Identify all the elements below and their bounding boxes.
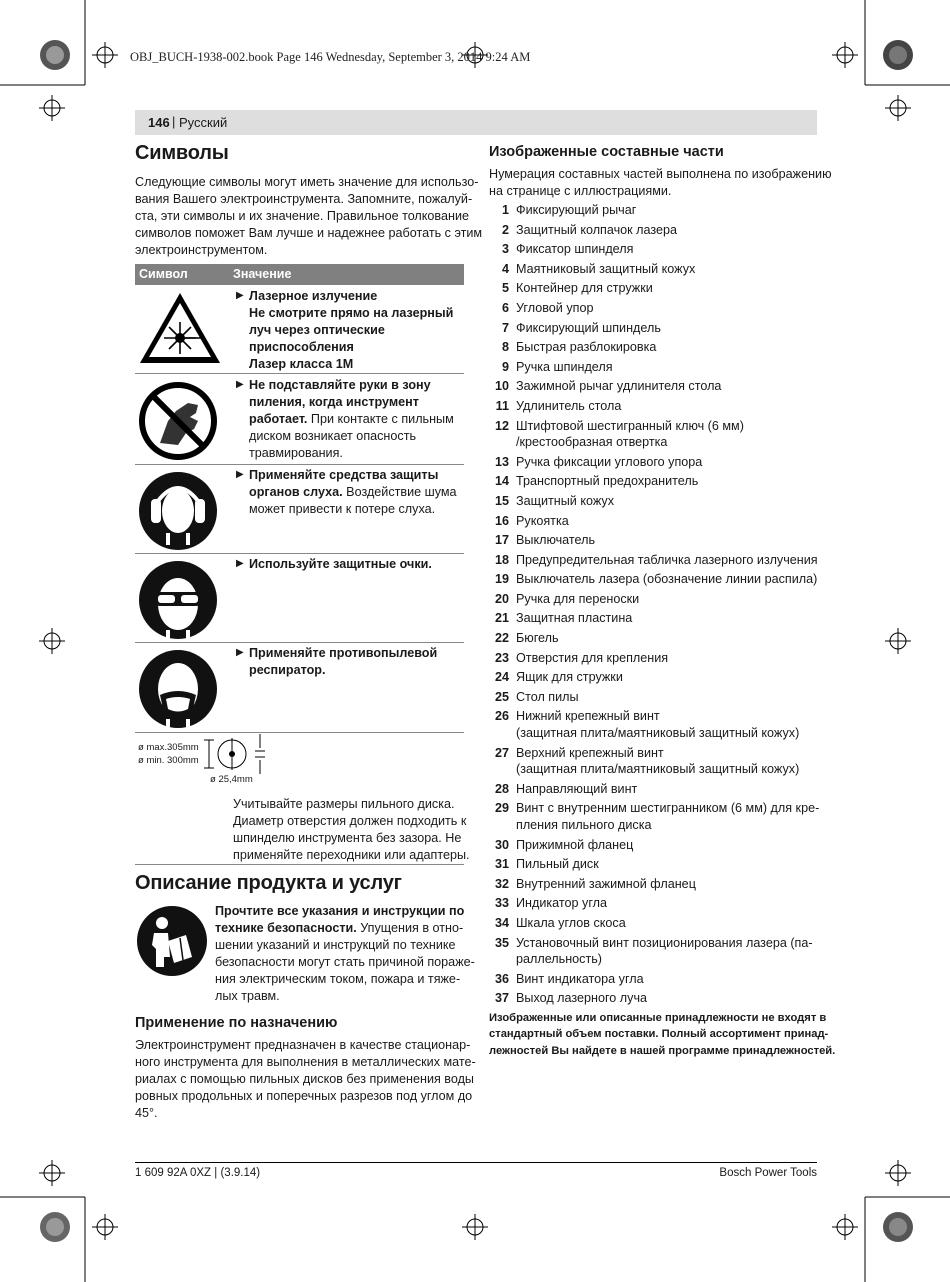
part-number: 16 xyxy=(494,513,509,528)
blade-note: Учитывайте размеры пильного диска. Диаметр отверстия должен подходить к шпинделю инструмента без зазора. Не применяйте переходники или адаптеры. xyxy=(233,797,470,862)
part-number: 10 xyxy=(494,379,509,394)
part-number: 12 xyxy=(494,418,509,433)
row-divider xyxy=(135,464,464,465)
part-label: Нижний крепежный винт (защитная плита/маятниковый защитный кожух) xyxy=(516,709,800,741)
ear-protection-icon xyxy=(138,471,218,551)
list-item xyxy=(489,650,819,667)
part-label: Прижимной фланец xyxy=(516,837,634,852)
part-label: Выключатель лазера (обозначение линии распила) xyxy=(516,572,818,587)
part-label: Защитный кожух xyxy=(516,493,614,508)
list-item xyxy=(489,837,819,854)
list-item xyxy=(489,591,819,608)
list-item xyxy=(489,971,819,988)
list-item xyxy=(489,359,819,376)
part-label: Пильный диск xyxy=(516,857,599,872)
part-number: 6 xyxy=(501,300,509,315)
symbols-intro: Следующие символы могут иметь значение для использо- вания Вашего электроинструмента. Запомните, пожалуй- ста, эти символы и их значение. Правильное толкование символов поможет Вам лучше и надежнее работать с этим электроинструментом. xyxy=(135,175,483,257)
page-language: Русский xyxy=(179,115,228,130)
part-number: 31 xyxy=(494,857,509,872)
accessories-note: Изображенные или описанные принадлежности не входят в стандартный объем поставки. Полный ассортимент принад- лежностей Вы найдете в нашей программе принадлежностей. xyxy=(489,1011,836,1057)
list-item xyxy=(489,398,819,415)
part-label: Быстрая разблокировка xyxy=(516,340,657,355)
list-item xyxy=(489,493,819,510)
part-label: Стол пилы xyxy=(516,689,579,704)
part-number: 17 xyxy=(494,533,509,548)
part-label: Ручка для переноски xyxy=(516,591,640,606)
part-label: Индикатор угла xyxy=(516,896,608,911)
list-item xyxy=(489,610,819,627)
footer-doc-code: 1 609 92A 0XZ | (3.9.14) xyxy=(135,1167,261,1179)
list-item xyxy=(489,222,819,239)
list-item xyxy=(489,745,819,778)
hearing-warning-text: ▶ Применяйте средства защиты органов слуха. Воздействие шума может привести к потере слуха. xyxy=(236,468,457,516)
list-item xyxy=(489,856,819,873)
part-number: 15 xyxy=(494,493,509,508)
respirator-warning-text: ▶ Применяйте противопылевой респиратор. xyxy=(236,646,438,677)
part-number: 35 xyxy=(494,935,509,950)
page-header-band: 146 | Русский xyxy=(135,110,817,135)
part-number: 36 xyxy=(494,971,509,986)
read-manual-icon xyxy=(136,905,208,977)
no-hands-icon xyxy=(138,381,218,461)
components-list xyxy=(489,202,819,1010)
part-number: 29 xyxy=(494,801,509,816)
row-divider xyxy=(135,864,464,865)
part-label: Бюгель xyxy=(516,631,559,646)
column-meaning: Значение xyxy=(233,267,292,281)
part-number: 20 xyxy=(494,591,509,606)
row-divider xyxy=(135,553,464,554)
safety-goggles-icon xyxy=(138,560,218,640)
hands-warning-text: ▶ Не подставляйте руки в зону пиления, когда инструмент работает. При контакте с пильным диском возникает опасность травмирования. xyxy=(236,378,454,460)
part-number: 24 xyxy=(494,670,509,685)
list-item xyxy=(489,473,819,490)
part-number: 34 xyxy=(494,915,509,930)
part-label: Винт с внутренним шестигранником (6 мм) для кре- пления пильного диска xyxy=(516,801,820,832)
part-label: Выход лазерного луча xyxy=(516,991,648,1006)
part-label: Ящик для стружки xyxy=(516,670,623,685)
part-number: 28 xyxy=(494,781,509,796)
part-number: 7 xyxy=(501,320,509,335)
part-number: 1 xyxy=(501,203,509,217)
part-number: 37 xyxy=(494,991,509,1006)
list-item xyxy=(489,915,819,932)
part-label: Шкала углов скоса xyxy=(516,915,626,930)
list-item xyxy=(489,669,819,686)
list-item xyxy=(489,895,819,912)
part-number: 32 xyxy=(494,876,509,891)
intended-use-text: Электроинструмент предназначен в качестве стационар- ного инструмента для выполнения в металлических мате- риалах с помощью пильных дисков без применения воды ровных продольных и поперечных разрезов под углом до 45°. xyxy=(135,1038,476,1120)
part-label: Выключатель xyxy=(516,533,596,548)
part-label: Штифтовой шестигранный ключ (6 мм) /крестообразная отвертка xyxy=(516,418,744,450)
part-number: 33 xyxy=(494,896,509,911)
part-label: Предупредительная табличка лазерного излучения xyxy=(516,552,818,567)
respirator-icon xyxy=(138,649,218,729)
list-item xyxy=(489,876,819,893)
part-label: Транспортный предохранитель xyxy=(516,474,699,489)
read-instructions-text: Прочтите все указания и инструкции по технике безопасности. Упущения в отно- шении указаний и инструкций по технике безопасности могут стать причиной пораже- ния электрическим током, пожара и тяже- лых травм. xyxy=(215,904,475,1003)
list-item xyxy=(489,241,819,258)
list-item xyxy=(489,689,819,706)
symbols-title: Символы xyxy=(135,142,229,164)
list-item xyxy=(489,552,819,569)
part-label: Направляющий винт xyxy=(516,781,638,796)
list-item xyxy=(489,532,819,549)
list-item xyxy=(489,261,819,278)
footer-brand: Bosch Power Tools xyxy=(719,1167,817,1179)
list-item xyxy=(489,320,819,337)
symbol-table-header xyxy=(135,264,464,285)
part-number: 4 xyxy=(501,261,509,276)
part-label: Ручка шпинделя xyxy=(516,359,613,374)
part-label: Фиксирующий рычаг xyxy=(516,203,637,217)
row-divider xyxy=(135,373,464,374)
part-number: 14 xyxy=(494,474,509,489)
footer-rule xyxy=(135,1162,817,1163)
part-label: Зажимной рычаг удлинителя стола xyxy=(516,379,722,394)
list-item xyxy=(489,418,819,451)
list-item xyxy=(489,300,819,317)
list-item xyxy=(489,378,819,395)
list-item xyxy=(489,990,819,1007)
list-item xyxy=(489,935,819,968)
part-number: 26 xyxy=(494,709,509,724)
components-title: Изображенные составные части xyxy=(489,144,724,160)
list-item xyxy=(489,800,819,833)
list-item xyxy=(489,630,819,647)
part-number: 2 xyxy=(501,222,509,237)
part-label: Угловой упор xyxy=(516,300,594,315)
part-label: Внутренний зажимной фланец xyxy=(516,876,696,891)
part-label: Фиксирующий шпиндель xyxy=(516,320,661,335)
blade-bore-label: ø 25,4mm xyxy=(210,774,253,785)
intended-use-title: Применение по назначению xyxy=(135,1015,338,1031)
part-number: 25 xyxy=(494,689,509,704)
part-number: 22 xyxy=(494,631,509,646)
part-label: Защитный колпачок лазера xyxy=(516,222,678,237)
part-label: Винт индикатора угла xyxy=(516,971,644,986)
list-item xyxy=(489,339,819,356)
components-intro: Нумерация составных частей выполнена по изображению на странице с иллюстрациями. xyxy=(489,167,832,198)
goggles-warning-text: ▶ Используйте защитные очки. xyxy=(236,557,432,571)
row-divider xyxy=(135,732,464,733)
column-symbol: Символ xyxy=(139,267,188,281)
part-number: 3 xyxy=(501,242,509,257)
product-title: Описание продукта и услуг xyxy=(135,872,402,894)
list-item xyxy=(489,571,819,588)
part-label: Фиксатор шпинделя xyxy=(516,242,634,257)
part-label: Отверстия для крепления xyxy=(516,650,669,665)
part-label: Удлинитель стола xyxy=(516,398,622,413)
laser-warning-icon xyxy=(137,290,223,366)
part-label: Контейнер для стружки xyxy=(516,281,653,296)
part-label: Маятниковый защитный кожух xyxy=(516,261,696,276)
part-label: Рукоятка xyxy=(516,513,569,528)
print-slug: OBJ_BUCH-1938-002.book Page 146 Wednesday, September 3, 2014 9:24 AM xyxy=(130,50,531,64)
part-label: Верхний крепежный винт (защитная плита/маятниковый защитный кожух) xyxy=(516,745,800,777)
part-number: 27 xyxy=(494,745,509,760)
part-label: Установочный винт позиционирования лазера (па- раллельность) xyxy=(516,935,813,967)
part-number: 23 xyxy=(494,650,509,665)
list-item xyxy=(489,202,819,219)
list-item xyxy=(489,513,819,530)
part-number: 9 xyxy=(501,359,509,374)
part-number: 21 xyxy=(494,611,509,626)
part-number: 18 xyxy=(494,552,509,567)
part-number: 5 xyxy=(501,281,509,296)
part-number: 13 xyxy=(494,454,509,469)
part-label: Защитная пластина xyxy=(516,611,633,626)
blade-diameter-labels: ø max.305mm ø min. 300mm xyxy=(138,742,199,766)
part-number: 30 xyxy=(494,837,509,852)
list-item xyxy=(489,781,819,798)
part-number: 8 xyxy=(501,340,509,355)
list-item xyxy=(489,280,819,297)
list-item xyxy=(489,454,819,471)
row-divider xyxy=(135,642,464,643)
list-item xyxy=(489,708,819,741)
part-label: Ручка фиксации углового упора xyxy=(516,454,703,469)
page-number: 146 xyxy=(148,115,170,130)
laser-warning-text: ▶ Лазерное излучение Не смотрите прямо на лазерный луч через оптические приспособления Лазер класса 1M xyxy=(236,289,454,371)
part-number: 19 xyxy=(494,572,509,587)
part-number: 11 xyxy=(495,398,509,413)
